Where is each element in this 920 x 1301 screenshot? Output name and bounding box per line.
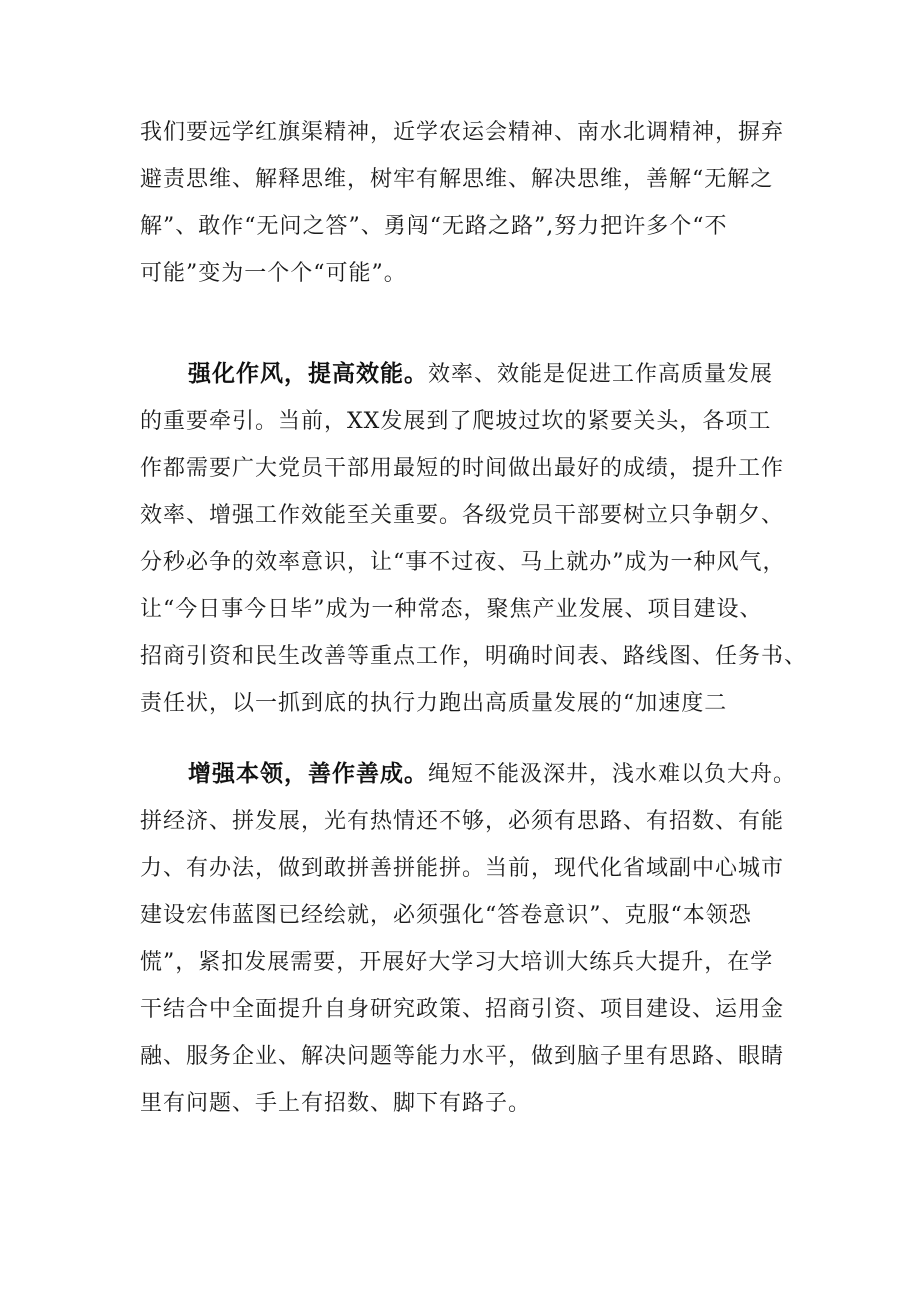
paragraph-heading: 强化作风，提高效能。 [188, 361, 428, 387]
text-line: 慌”，紧扣发展需要，开展好大学习大培训大练兵大提升，在学 [140, 950, 774, 975]
paragraph-3 [140, 751, 820, 1127]
text-line: 里有问题、手上有招数、脚下有路子。 [140, 1091, 532, 1116]
text-line: 的重要牵引。当前，XX发展到了爬坡过坎的紧要关头，各项工 [140, 409, 772, 434]
text-line-first [140, 751, 820, 798]
text-line: 招商引资和民生改善等重点工作，明确时间表、路线图、任务书、 [140, 644, 808, 669]
text-line: 效率、增强工作效能至关重要。各级党员干部要树立只争朝夕、 [140, 503, 785, 528]
text-line: 解”、敢作“无问之答”、勇闯“无路之路”,努力把许多个“不 [140, 214, 728, 239]
paragraph-2 [140, 351, 820, 727]
text-line: 分秒必争的效率意识，让“事不过夜、马上就办”成为一种风气， [140, 550, 786, 575]
paragraph-heading: 增强本领，善作善成。 [188, 761, 428, 787]
text-line: 我们要远学红旗渠精神，近学农运会精神、南水北调精神，摒弃 [140, 120, 785, 145]
text-run: 效率、效能是促进工作高质量发展 [428, 362, 774, 387]
text-line: 力、有办法，做到敢拼善拼能拼。当前，现代化省域副中心城市 [140, 856, 785, 881]
paragraph-1 [140, 109, 820, 297]
text-run: 绳短不能汲深井，浅水难以负大舟。 [428, 762, 797, 787]
text-line: 可能”变为一个个“可能”。 [140, 261, 407, 286]
text-line: 干结合中全面提升自身研究政策、招商引资、项目建设、运用金 [140, 997, 785, 1022]
text-line: 作都需要广大党员干部用最短的时间做出最好的成绩，提升工作 [140, 456, 785, 481]
text-line: 融、服务企业、解决问题等能力水平，做到脑子里有思路、眼睛 [140, 1044, 785, 1069]
text-line: 避责思维、解释思维，树牢有解思维、解决思维，善解“无解之 [140, 167, 774, 192]
text-line: 责任状，以一抓到底的执行力跑出高质量发展的“加速度二 [140, 691, 728, 716]
text-line: 拼经济、拼发展，光有热情还不够，必须有思路、有招数、有能 [140, 809, 785, 834]
text-line: 让“今日事今日毕”成为一种常态，聚焦产业发展、项目建设、 [140, 597, 763, 622]
text-line: 建设宏伟蓝图已经绘就，必须强化“答卷意识”、克服“本领恐 [140, 903, 752, 928]
text-line-first [140, 351, 820, 398]
